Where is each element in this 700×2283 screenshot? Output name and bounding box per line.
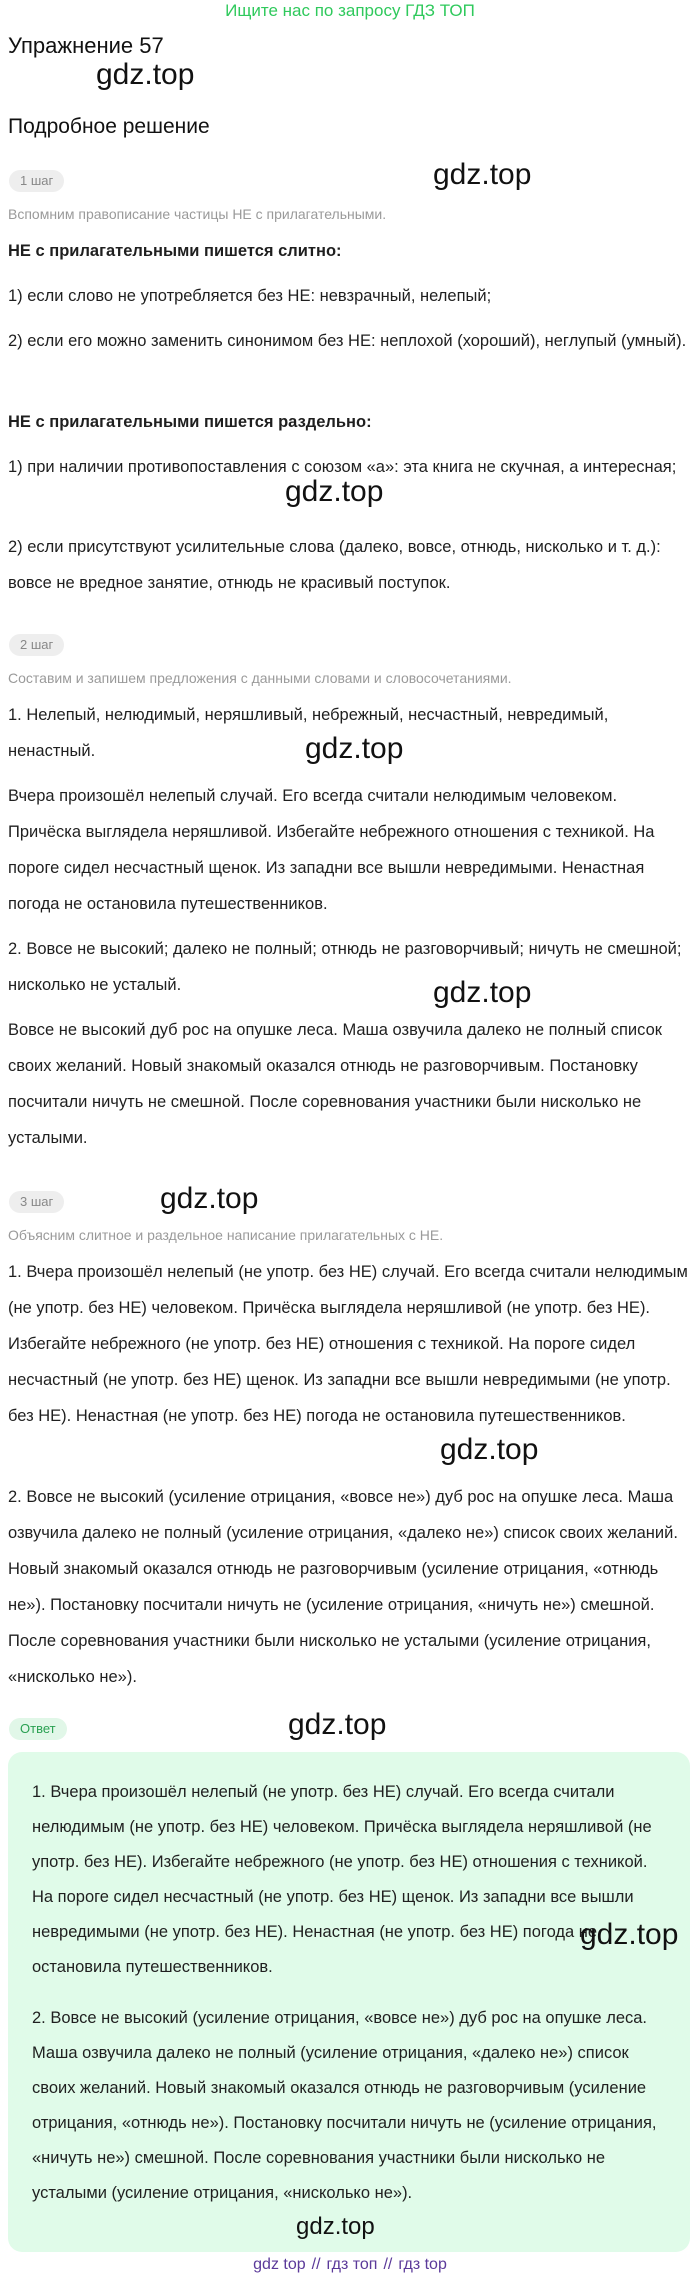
answer-paragraph: 1. Вчера произошёл нелепый (не употр. без НЕ) случай. Его всегда считали нелюдимым (не употр. без НЕ) человеком. Причёска выглядела неряшливой (не употр. без НЕ). Избегайте небрежного (не употр. без НЕ) отношения с техникой. На пороге сидел несчастный (не употр. без НЕ) щенок. Из западни все вышли невредимыми (не употр. без НЕ). Ненастная (не употр. без НЕ) погода не остановила путешественников.: [8, 1263, 688, 1425]
page-title: Упражнение 57: [8, 33, 164, 58]
answer-paragraph: Вчера произошёл нелепый случай. Его всегда считали нелюдимым человеком. Причёска выглядела неряшливой. Избегайте небрежного отношения с техникой. На пороге сидел несчастный щенок. Из западни все вышли невредимыми. Ненастная погода не остановила путешественников.: [8, 787, 655, 913]
footer-links: [0, 2253, 700, 2277]
watermark: gdz.top: [285, 475, 384, 508]
watermark: gdz.top: [305, 732, 404, 765]
watermark: gdz.top: [288, 1708, 387, 1741]
rule-paragraph: 1) если слово не употребляется без НЕ: невзрачный, нелепый;: [8, 287, 492, 305]
answer-paragraph: Вовсе не высокий дуб рос на опушке леса. Маша озвучила далеко не полный список своих желаний. Новый знакомый оказался отнюдь не разговорчивым. Постановку посчитали ничуть не смешной. После соревнования участники были нисколько не усталыми.: [8, 1021, 662, 1147]
watermark: gdz.top: [580, 1918, 679, 1951]
answer-paragraph: 2. Вовсе не высокий (усиление отрицания, «вовсе не») дуб рос на опушке леса. Маша озвучила далеко не полный (усиление отрицания, «далеко не») список своих желаний. Новый знакомый оказался отнюдь не разговорчивым (усиление отрицания, «отнюдь не»). Постановку посчитали ничуть не (усиление отрицания, «ничуть не») смешной. После соревнования участники были нисколько не усталыми (усиление отрицания, «нисколько не»).: [8, 1488, 678, 1686]
footer-link-gdz-top-mixed[interactable]: гдз top: [398, 2256, 447, 2273]
footer-link-gdz-top[interactable]: gdz top: [253, 2256, 306, 2273]
watermark: gdz.top: [296, 2213, 375, 2240]
step-hint: Объясним слитное и раздельное написание прилагательных с НЕ.: [8, 1227, 444, 1243]
footer-link-gdz-top-ru[interactable]: гдз топ: [326, 2256, 378, 2273]
step-hint: Составим и запишем предложения с данными словами и словосочетаниями.: [8, 670, 512, 686]
footer-separator: //: [311, 2256, 321, 2273]
answer-paragraph: 1. Нелепый, нелюдимый, неряшливый, небрежный, несчастный, невредимый, ненастный.: [8, 706, 609, 760]
watermark: gdz.top: [433, 976, 532, 1009]
answer-badge: Ответ: [9, 1718, 67, 1740]
watermark: gdz.top: [433, 158, 532, 191]
step-badge-2: 2 шаг: [9, 634, 64, 656]
answer-paragraph: 2. Вовсе не высокий (усиление отрицания, «вовсе не») дуб рос на опушке леса. Маша озвучила далеко не полный (усиление отрицания, «далеко не») список своих желаний. Новый знакомый оказался отнюдь не разговорчивым (усиление отрицания, «отнюдь не»). Постановку посчитали ничуть не (усиление отрицания, «ничуть не») смешной. После соревнования участники были нисколько не усталыми (усиление отрицания, «нисколько не»).: [32, 2009, 657, 2202]
answer-paragraph: 2. Вовсе не высокий; далеко не полный; отнюдь не разговорчивый; ничуть не смешной; нисколько не усталый.: [8, 940, 682, 994]
rule-heading: НЕ с прилагательными пишется слитно:: [8, 242, 342, 260]
footer-separator: //: [383, 2256, 393, 2273]
watermark: gdz.top: [440, 1433, 539, 1466]
rule-paragraph: 2) если присутствуют усилительные слова (далеко, вовсе, отнюдь, нисколько и т. д.): вовсе не вредное занятие, отнюдь не красивый поступок.: [8, 538, 661, 592]
top-banner[interactable]: Ищите нас по запросу ГДЗ ТОП: [225, 1, 475, 20]
step-badge-1: 1 шаг: [9, 170, 64, 192]
section-title: Подробное решение: [8, 115, 210, 138]
step-hint: Вспомним правописание частицы НЕ с прилагательными.: [8, 206, 387, 222]
watermark: gdz.top: [160, 1182, 259, 1215]
answer-paragraph: 1. Вчера произошёл нелепый (не употр. без НЕ) случай. Его всегда считали нелюдимым (не употр. без НЕ) человеком. Причёска выглядела неряшливой (не употр. без НЕ). Избегайте небрежного (не употр. без НЕ) отношения с техникой. На пороге сидел несчастный (не употр. без НЕ) щенок. Из западни все вышли невредимыми (не употр. без НЕ). Ненастная (не употр. без НЕ) погода не остановила путешественников.: [32, 1783, 652, 1976]
rule-paragraph: 2) если его можно заменить синонимом без НЕ: неплохой (хороший), неглупый (умный).: [8, 332, 687, 350]
rule-paragraph: 1) при наличии противопоставления с союзом «а»: эта книга не скучная, а интересная;: [8, 458, 677, 476]
step-badge-3: 3 шаг: [9, 1191, 64, 1213]
watermark: gdz.top: [96, 58, 195, 91]
rule-heading: НЕ с прилагательными пишется раздельно:: [8, 413, 372, 431]
